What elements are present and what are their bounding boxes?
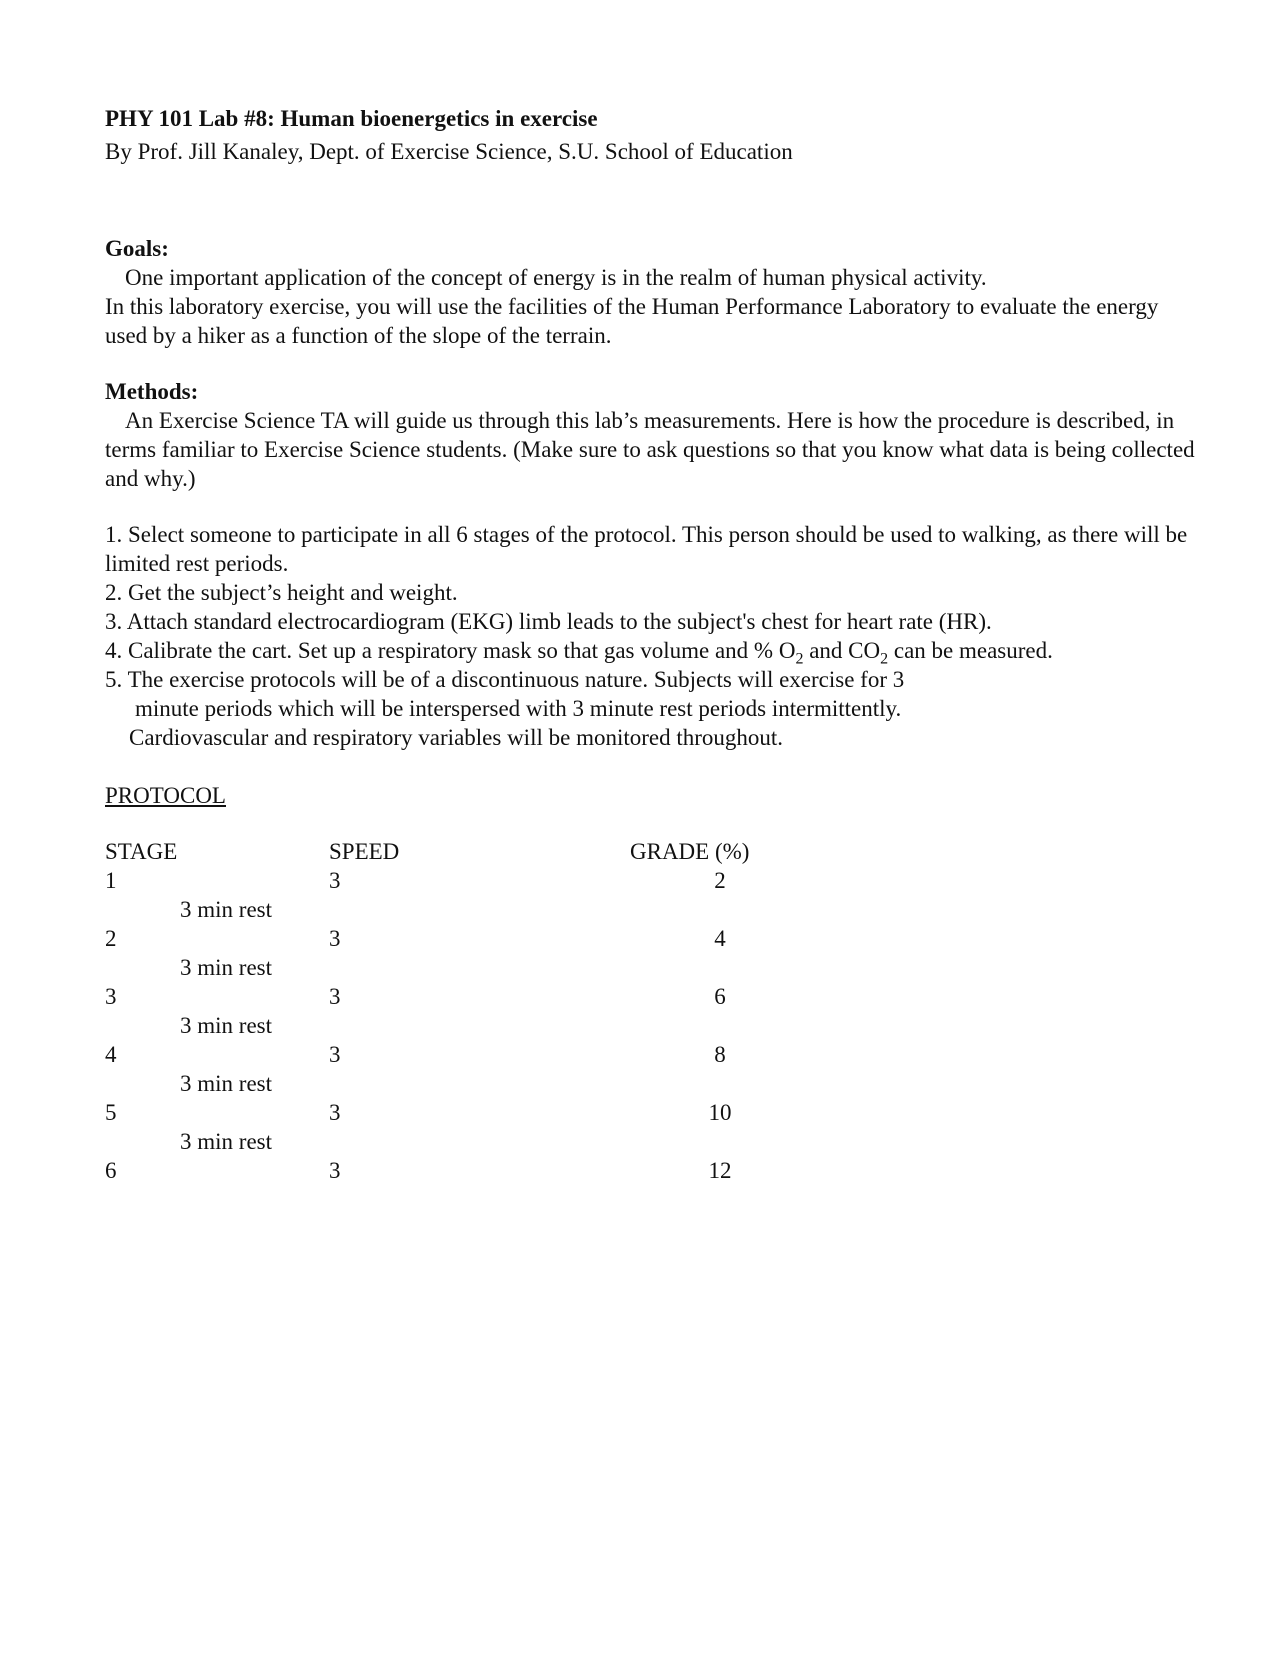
col-header-speed: SPEED <box>329 839 400 864</box>
protocol-header-row <box>105 837 1205 866</box>
protocol-rest-row <box>105 953 1205 982</box>
rest-label: 3 min rest <box>180 1129 272 1154</box>
step-1: 1. Select someone to participate in all 6 stages of the protocol. This person should be used to walking, as there will be limited rest periods. <box>105 522 1188 576</box>
protocol-rest-row <box>105 1127 1205 1156</box>
protocol-stage-row <box>105 866 1205 895</box>
step-4-text-c: can be measured. <box>888 638 1053 663</box>
stage-speed: 3 <box>329 1158 341 1183</box>
stage-grade: 6 <box>714 984 726 1009</box>
step-2: 2. Get the subject’s height and weight. <box>105 580 458 605</box>
protocol-rest-row <box>105 1069 1205 1098</box>
stage-number: 4 <box>105 1042 117 1067</box>
stage-speed: 3 <box>329 1100 341 1125</box>
goals-line-1: One important application of the concept of energy is in the realm of human physical activity. <box>125 265 987 290</box>
protocol-heading: PROTOCOL <box>105 783 226 808</box>
methods-intro: An Exercise Science TA will guide us through this lab’s measurements. Here is how the procedure is described, in terms familiar to Exercise Science students. (Make sure to ask questions so that you know what data is being collected and why.) <box>105 408 1195 491</box>
stage-number: 3 <box>105 984 117 1009</box>
stage-speed: 3 <box>329 1042 341 1067</box>
stage-number: 2 <box>105 926 117 951</box>
protocol-stage-row <box>105 1040 1205 1069</box>
stage-grade: 2 <box>714 868 726 893</box>
step-4-sub-o2: 2 <box>795 650 804 668</box>
protocol-stage-row <box>105 1098 1205 1127</box>
step-5-continuation: minute periods which will be interspersed with 3 minute rest periods intermittently. <box>135 696 902 721</box>
step-5-continuation-2: Cardiovascular and respiratory variables will be monitored throughout. <box>129 725 784 750</box>
stage-number: 5 <box>105 1100 117 1125</box>
stage-number: 6 <box>105 1158 117 1183</box>
protocol-table <box>105 837 1205 1197</box>
rest-label: 3 min rest <box>180 1013 272 1038</box>
step-5: 5. The exercise protocols will be of a discontinuous nature. Subjects will exercise for 3 <box>105 667 905 692</box>
step-3: 3. Attach standard electrocardiogram (EKG) limb leads to the subject's chest for heart rate (HR). <box>105 609 992 634</box>
step-4-sub-co2: 2 <box>880 650 889 668</box>
stage-grade: 8 <box>714 1042 726 1067</box>
rest-label: 3 min rest <box>180 1071 272 1096</box>
stage-speed: 3 <box>329 868 341 893</box>
document-page <box>105 104 1205 1197</box>
step-4 <box>105 636 1205 668</box>
protocol-rest-row <box>105 1011 1205 1040</box>
protocol-stage-row <box>105 982 1205 1011</box>
col-header-grade: GRADE (%) <box>630 839 750 864</box>
protocol-rest-row <box>105 895 1205 924</box>
rest-label: 3 min rest <box>180 897 272 922</box>
col-header-stage: STAGE <box>105 839 178 864</box>
stage-grade: 4 <box>714 926 726 951</box>
goals-line-2: In this laboratory exercise, you will use the facilities of the Human Performance Laboratory to evaluate the energy used by a hiker as a function of the slope of the terrain. <box>105 294 1159 348</box>
step-4-text-b: and CO <box>803 638 881 663</box>
methods-heading: Methods: <box>105 379 199 404</box>
stage-grade: 12 <box>708 1158 732 1183</box>
document-byline: By Prof. Jill Kanaley, Dept. of Exercise Science, S.U. School of Education <box>105 139 793 164</box>
rest-label: 3 min rest <box>180 955 272 980</box>
stage-grade: 10 <box>708 1100 732 1125</box>
document-title: PHY 101 Lab #8: Human bioenergetics in exercise <box>105 106 598 131</box>
goals-heading: Goals: <box>105 236 169 261</box>
step-4-text-a: 4. Calibrate the cart. Set up a respiratory mask so that gas volume and % O <box>105 638 796 663</box>
stage-speed: 3 <box>329 984 341 1009</box>
protocol-stage-row <box>105 1156 1205 1185</box>
methods-steps <box>105 520 1205 752</box>
stage-number: 1 <box>105 868 117 893</box>
protocol-stage-row <box>105 924 1205 953</box>
stage-speed: 3 <box>329 926 341 951</box>
